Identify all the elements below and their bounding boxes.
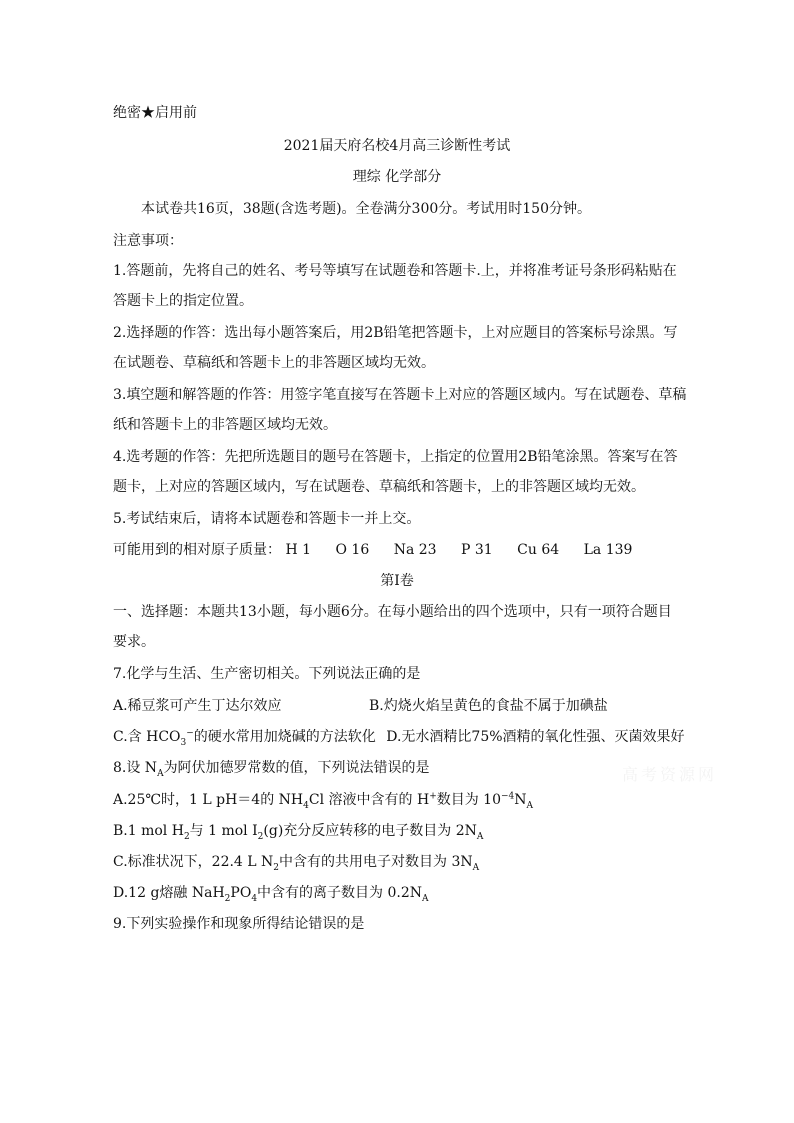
atomic-mass-item: H 1 <box>285 542 312 558</box>
q8-option-c: C.标准状况下，22.4 L $N_2$中含有的共用电子对数目为 $3N_A$ <box>113 854 480 873</box>
section-instructions-line-1: 一、选择题：本题共13小题，每小题6分。在每小题给出的四个选项中，只有一项符合题目 <box>113 604 672 620</box>
atomic-mass-item: P 31 <box>461 542 493 558</box>
exam-title: 2021届天府名校4月高三诊断性考试 <box>283 138 511 154</box>
note-1-line-2: 答题卡上的指定位置。 <box>113 293 253 309</box>
atomic-masses <box>113 541 683 559</box>
q8-stem: 8.设 $N_A$为阿伏加德罗常数的值，下列说法错误的是 <box>113 760 430 779</box>
note-4-line-2: 题卡，上对应的答题区域内，写在试题卷、草稿纸和答题卡，上的非答题区域均无效。 <box>113 479 645 495</box>
secret-label: 绝密★启用前 <box>113 105 197 121</box>
q7-stem: 7.化学与生活、生产密切相关。下列说法正确的是 <box>113 666 421 682</box>
watermark: 高考资源网 <box>622 765 718 784</box>
note-4-line-1: 4.选考题的作答：先把所选题目的题号在答题卡，上指定的位置用2B铅笔涂黑。答案写在答 <box>113 449 678 465</box>
atomic-mass-item: Na 23 <box>393 542 437 558</box>
atomic-mass-item: O 16 <box>335 542 370 558</box>
note-2-line-2: 在试题卷、草稿纸和答题卡上的非答题区域均无效。 <box>113 355 435 371</box>
note-1-line-1: 1.答题前，先将自己的姓名、考号等填写在试题卷和答题卡.上，并将准考证号条形码粘贴在 <box>113 263 677 279</box>
note-2-line-1: 2.选择题的作答：选出每小题答案后，用2B铅笔把答题卡，上对应题目的答案标号涂黑。写 <box>113 325 678 341</box>
q7-option-d: D.无水酒精比75%酒精的氧化性强、灭菌效果好 <box>386 729 685 745</box>
exam-intro: 本试卷共16页，38题(含选考题)。全卷满分300分。考试用时150分钟。 <box>141 201 591 217</box>
atomic-mass-item: La 139 <box>583 542 633 558</box>
notes-heading: 注意事项： <box>113 233 183 249</box>
atomic-masses-label: 可能用到的相对原子质量： <box>113 542 281 558</box>
q8-option-d: D.12 g熔融 $NaH_2PO_4$中含有的离子数目为 $0.2N_A$ <box>113 885 429 904</box>
q7-options-ab <box>113 697 683 715</box>
atomic-mass-item: Cu 64 <box>517 542 560 558</box>
q8-option-a: A.25℃时，1 L pH＝4的 $NH_4Cl$ 溶液中含有的 H+数目为 $10^{-4}N_A$ <box>113 791 534 811</box>
q7-options-cd <box>113 728 683 746</box>
note-3-line-1: 3.填空题和解答题的作答：用签字笔直接写在答题卡上对应的答题区域内。写在试题卷、草稿 <box>113 387 687 403</box>
q8-option-b: B.1 mol $H_2$与 1 mol $I_2(g)$充分反应转移的电子数目为 $2N_A$ <box>113 823 484 842</box>
q7-option-a: A.稀豆浆可产生丁达尔效应 <box>113 698 282 714</box>
note-5: 5.考试结束后，请将本试题卷和答题卡一并上交。 <box>113 511 421 527</box>
q7-option-c: C.含 $HCO_3^-$的硬水常用加烧碱的方法软化 <box>113 728 376 748</box>
q9-stem: 9.下列实验操作和现象所得结论错误的是 <box>113 916 365 932</box>
note-3-line-2: 纸和答题卡上的非答题区域均无效。 <box>113 417 337 433</box>
q7-option-b: B.灼烧火焰呈黄色的食盐不属于加碘盐 <box>369 698 608 714</box>
section-title: 第I卷 <box>380 573 414 589</box>
section-instructions-line-2: 要求。 <box>113 634 155 650</box>
exam-subtitle: 理综 化学部分 <box>352 169 442 185</box>
